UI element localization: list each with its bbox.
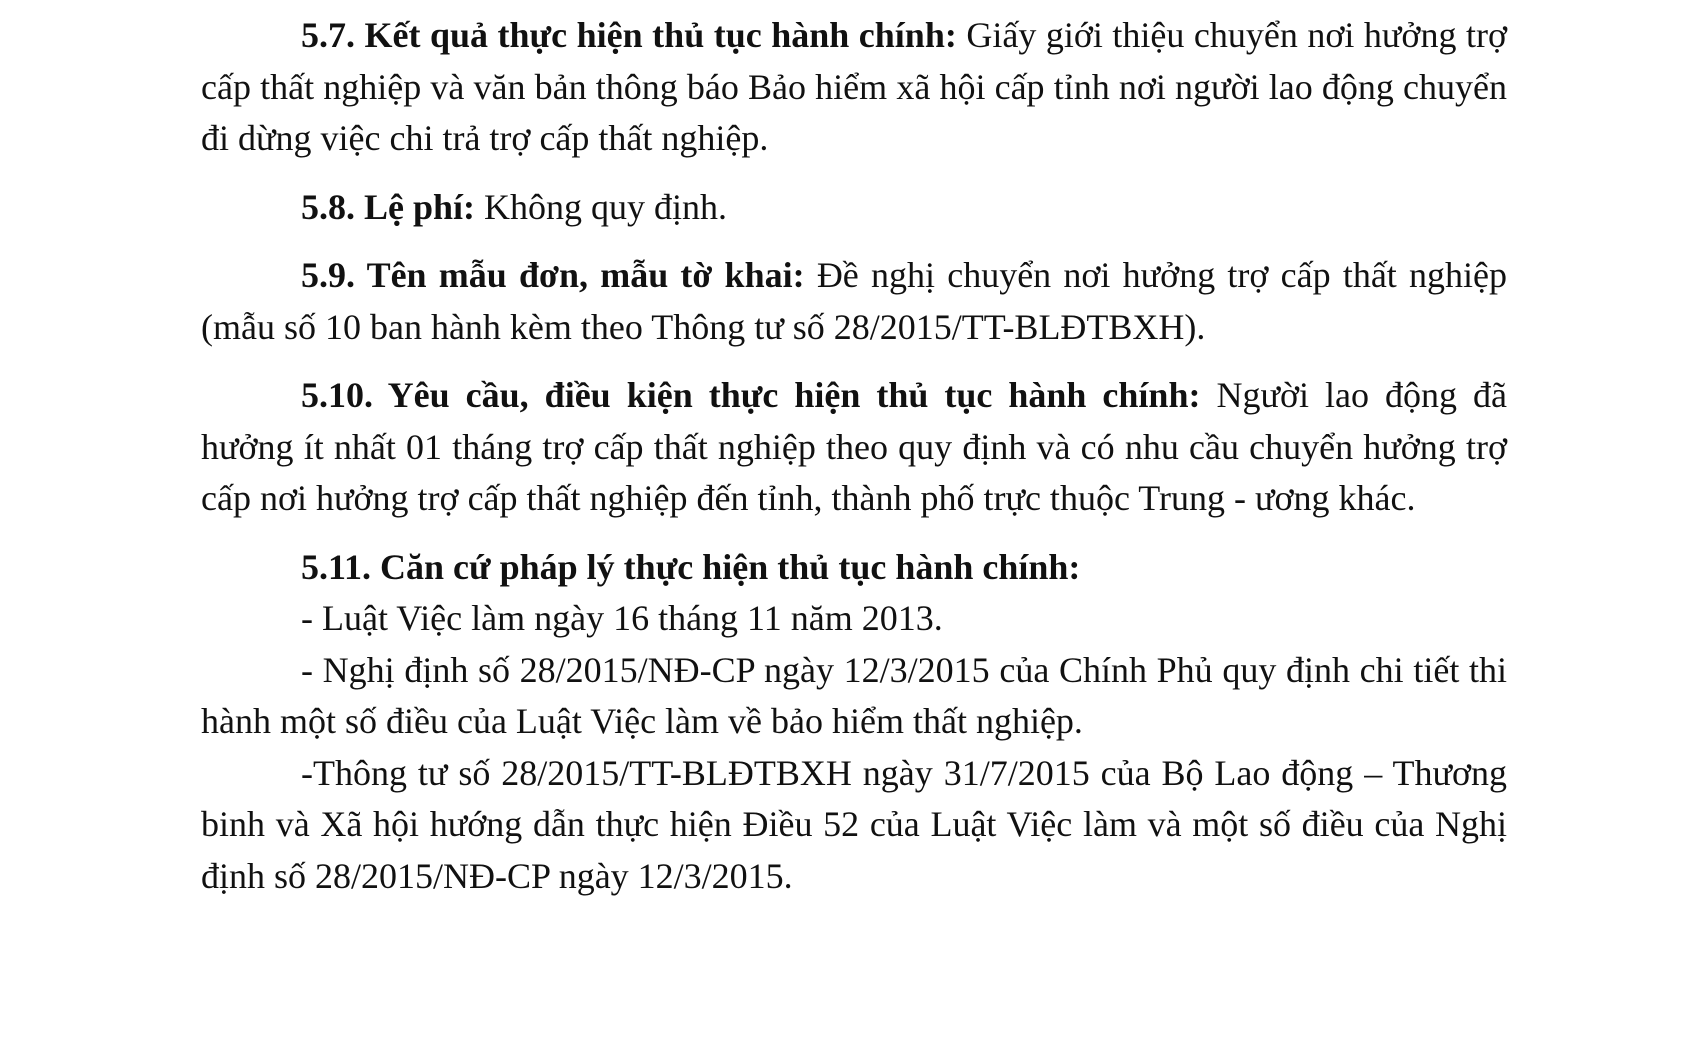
section-5-9 <box>201 250 1507 353</box>
section-5-7 <box>201 10 1507 165</box>
section-body: Người lao động đã hưởng ít nhất 01 tháng trợ cấp thất nghiệp theo quy định và có nhu cầu chuyển hưởng trợ cấp nơi hưởng trợ cấp thất nghiệp đến tỉnh, thành phố trực thuộc Trung - ương khác. <box>201 375 1507 518</box>
legal-basis-item: - Nghị định số 28/2015/NĐ-CP ngày 12/3/2015 của Chính Phủ quy định chi tiết thi hành một số điều của Luật Việc làm về bảo hiểm thất nghiệp. <box>201 649 1507 741</box>
section-heading: 5.8. Lệ phí: <box>301 186 476 227</box>
section-heading: 5.10. Yêu cầu, điều kiện thực hiện thủ tục hành chính: <box>301 375 1201 415</box>
section-heading: 5.9. Tên mẫu đơn, mẫu tờ khai: <box>301 255 805 295</box>
section-heading: 5.7. Kết quả thực hiện thủ tục hành chính: <box>301 15 957 55</box>
section-5-8 <box>201 182 1507 234</box>
legal-basis-item: -Thông tư số 28/2015/TT-BLĐTBXH ngày 31/7/2015 của Bộ Lao động – Thương binh và Xã hội hướng dẫn thực hiện Điều 52 của Luật Việc làm và một số điều của Nghị định số 28/2015/NĐ-CP ngày 12/3/2015. <box>201 752 1507 896</box>
document-page <box>201 10 1507 902</box>
legal-basis-list <box>201 593 1507 902</box>
section-body: Giấy giới thiệu chuyển nơi hưởng trợ cấp thất nghiệp và văn bản thông báo Bảo hiểm xã hội cấp tỉnh nơi người lao động chuyển đi dừng việc chi trả trợ cấp thất nghiệp. <box>201 15 1508 158</box>
section-5-11 <box>201 542 1507 594</box>
legal-basis-item: - Luật Việc làm ngày 16 tháng 11 năm 2013. <box>301 598 943 638</box>
section-body: Đề nghị chuyển nơi hưởng trợ cấp thất nghiệp (mẫu số 10 ban hành kèm theo Thông tư số 28/2015/TT-BLĐTBXH). <box>201 255 1507 347</box>
section-heading: 5.11. Căn cứ pháp lý thực hiện thủ tục hành chính: <box>301 546 1081 587</box>
section-body: Không quy định. <box>484 186 728 227</box>
section-5-10 <box>201 370 1507 525</box>
